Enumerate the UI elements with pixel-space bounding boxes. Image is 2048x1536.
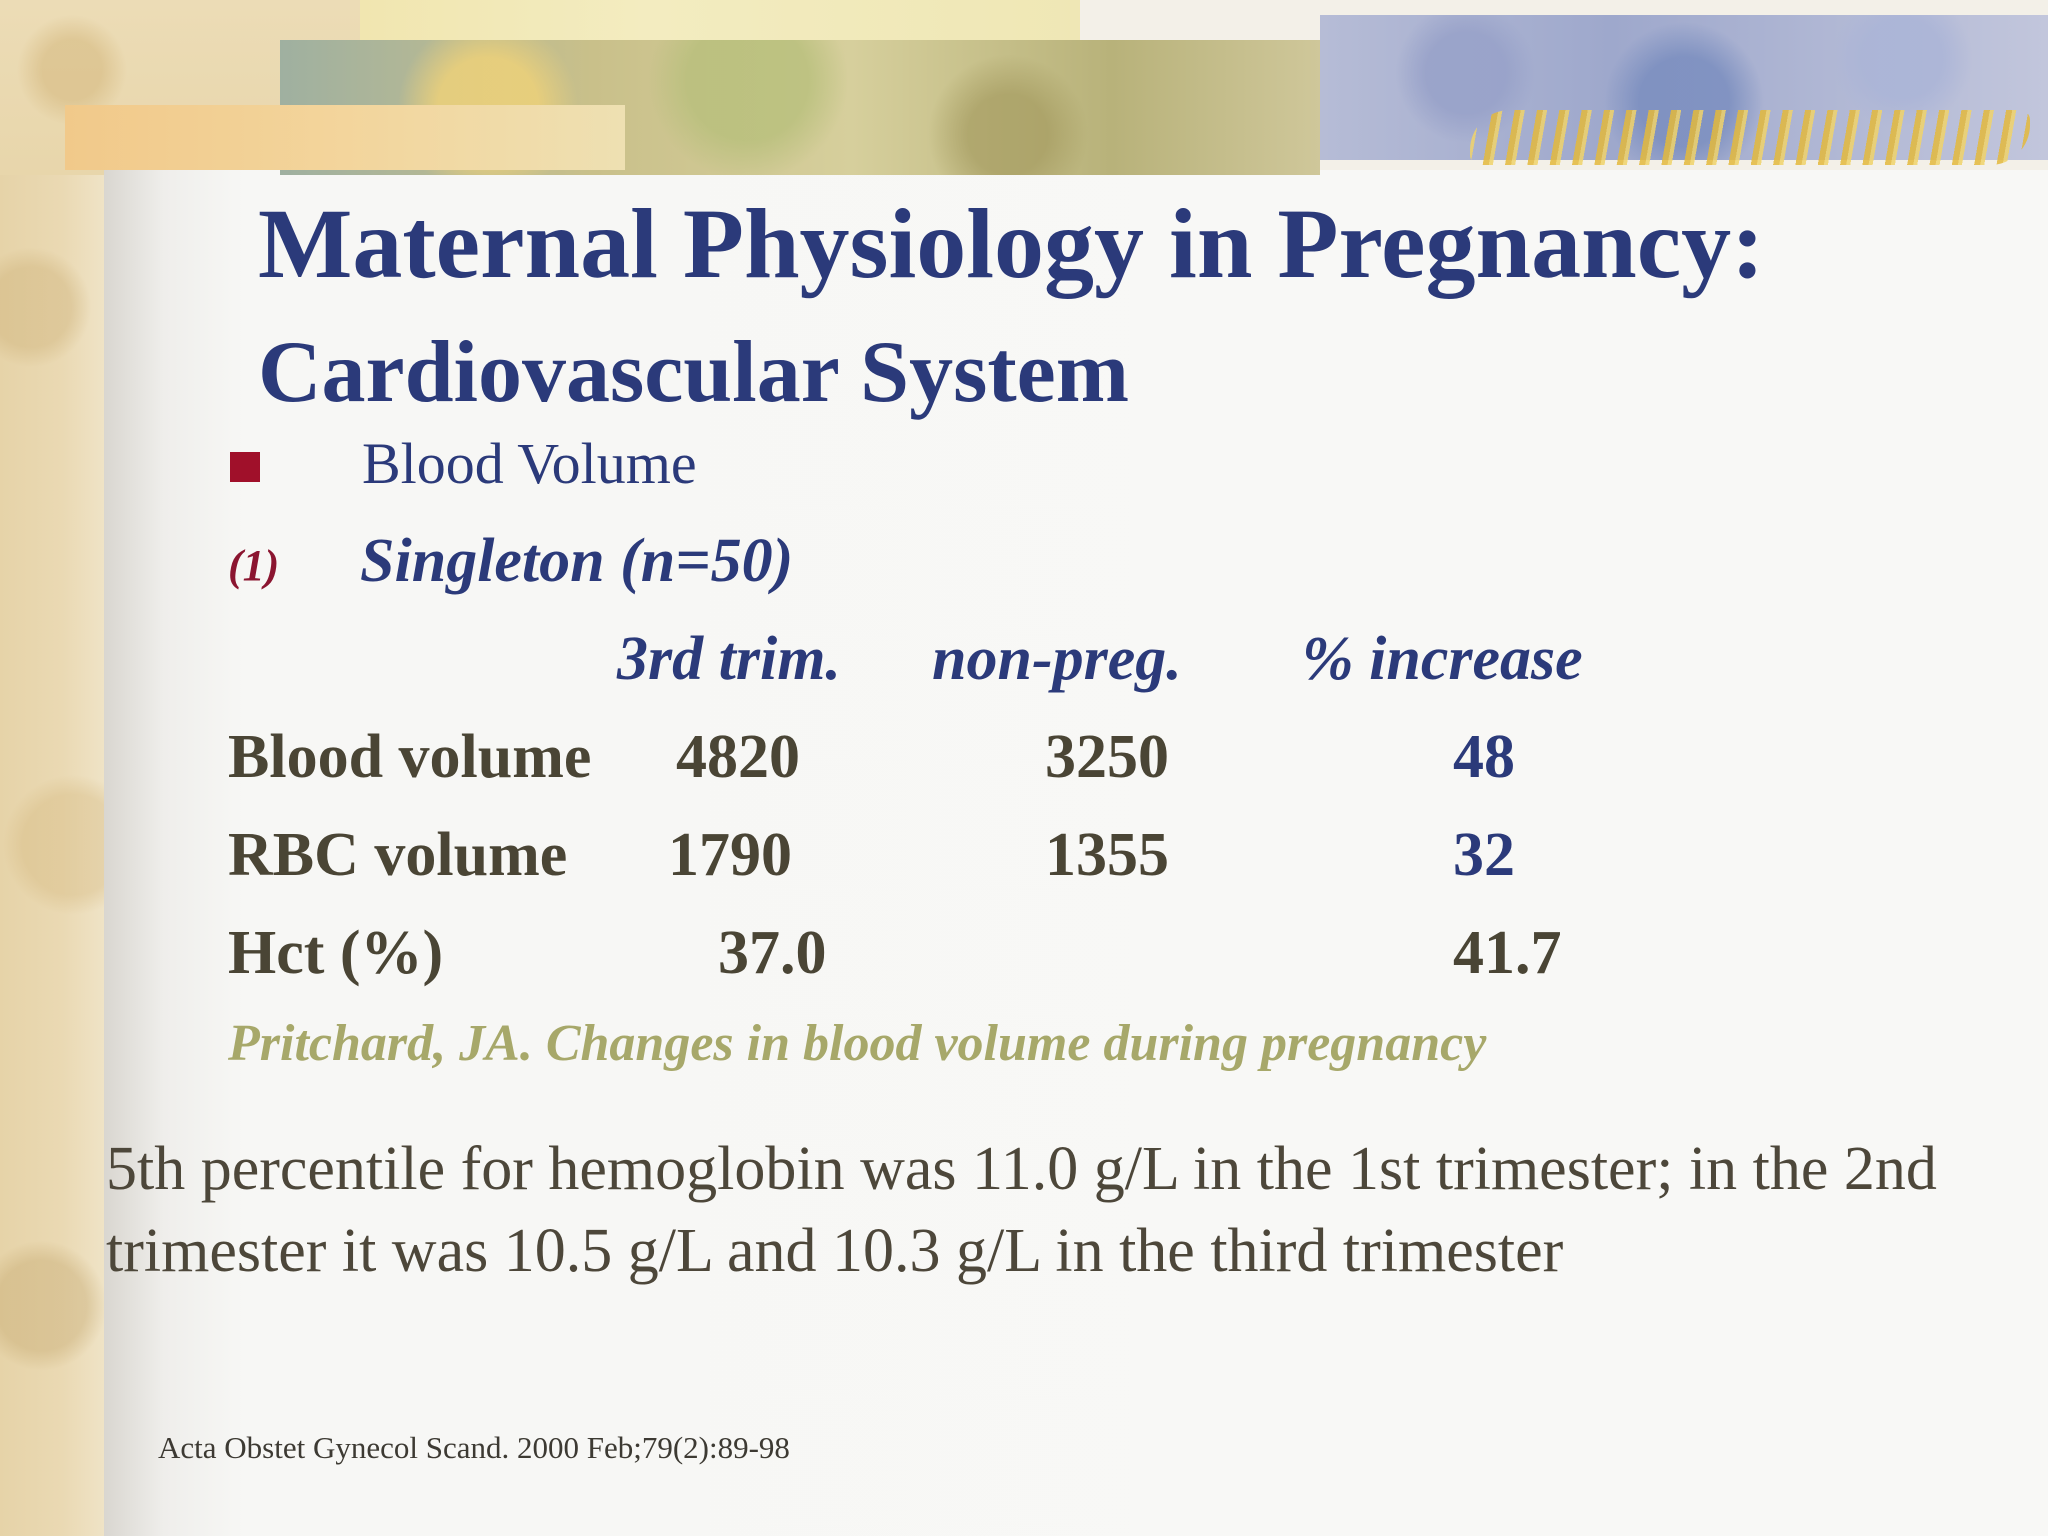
parchment-background bbox=[0, 0, 104, 1536]
header-non-preg: non-preg. bbox=[932, 625, 1182, 693]
cell-increase: 32 bbox=[1453, 821, 1515, 889]
cell-non-preg: 3250 bbox=[1045, 723, 1169, 791]
citation: Acta Obstet Gynecol Scand. 2000 Feb;79(2):89-98 bbox=[158, 1430, 790, 1465]
square-bullet-icon bbox=[230, 452, 260, 482]
item-singleton: Singleton (n=50) bbox=[360, 527, 794, 595]
item-number: (1) bbox=[228, 541, 280, 590]
slide-subtitle: Cardiovascular System bbox=[258, 324, 1130, 421]
header-3rd-trim: 3rd trim. bbox=[617, 625, 841, 693]
cell-3rd-trim: 37.0 bbox=[718, 919, 827, 987]
wheat-icon bbox=[1470, 110, 2030, 165]
reference-text: Pritchard, JA. Changes in blood volume during pregnancy bbox=[228, 1015, 1487, 1072]
cell-increase: 48 bbox=[1453, 723, 1515, 791]
cell-non-preg: 1355 bbox=[1045, 821, 1169, 889]
hemoglobin-note: 5th percentile for hemoglobin was 11.0 g/L in the 1st trimester; in the 2nd trimester it was 10.5 g/L and 10.3 g/L in the third trimester bbox=[106, 1135, 1937, 1285]
cell-3rd-trim: 1790 bbox=[668, 821, 792, 889]
bullet-blood-volume: Blood Volume bbox=[362, 431, 697, 496]
header-percent-increase: % increase bbox=[1302, 625, 1583, 693]
row-label: Blood volume bbox=[228, 723, 592, 791]
row-label: Hct (%) bbox=[228, 919, 444, 987]
cell-increase: 41.7 bbox=[1453, 919, 1562, 987]
decorative-banner bbox=[0, 0, 2048, 175]
cell-3rd-trim: 4820 bbox=[676, 723, 800, 791]
slide-title: Maternal Physiology in Pregnancy: bbox=[258, 188, 1765, 299]
row-label: RBC volume bbox=[228, 821, 568, 889]
banner-photo-warm bbox=[65, 105, 625, 170]
